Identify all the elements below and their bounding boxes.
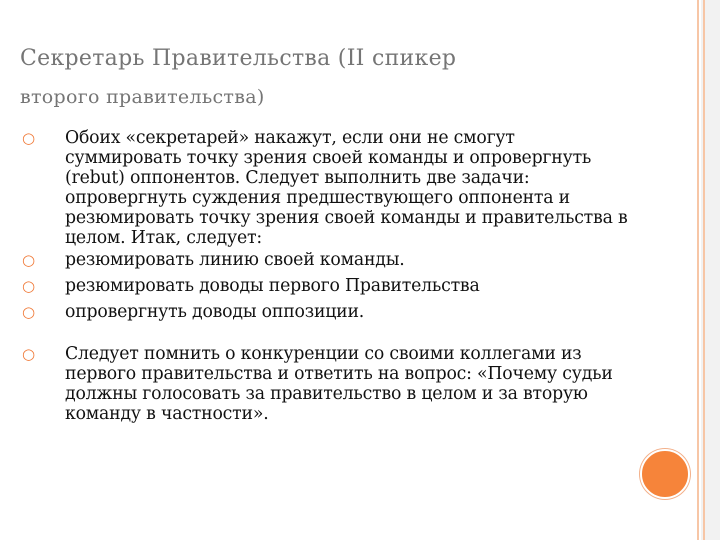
bullet-item xyxy=(22,128,632,248)
right-border-line xyxy=(697,0,699,540)
bullet-item xyxy=(22,250,632,270)
bullet-text: резюмировать доводы первого Правительства xyxy=(65,276,480,296)
bullet-circle-icon: ○ xyxy=(22,303,35,321)
bullet-circle-icon: ○ xyxy=(22,251,35,269)
bullet-item xyxy=(22,276,632,296)
bullet-text: Обоих «секретарей» накажут, если они не смогут суммировать точку зрения своей команды и опровергнуть (rebut) оппонентов. Следует выполнить две задачи: опровергнуть суждения предшествующего оппонента и резюмировать точку зрения своей команды и правительства в целом. Итак, следует: xyxy=(65,128,628,248)
slide-title-line-2: второго правительства) xyxy=(20,86,265,108)
bullet-list xyxy=(22,128,632,424)
bullet-text: опровергнуть доводы оппозиции. xyxy=(65,302,365,322)
bullet-text: резюмировать линию своей команды. xyxy=(65,250,405,270)
bullet-item xyxy=(22,344,632,424)
bullet-circle-icon: ○ xyxy=(22,277,35,295)
right-border-line-inner xyxy=(703,0,705,540)
bullet-circle-icon: ○ xyxy=(22,345,35,363)
bullet-item xyxy=(22,302,632,322)
bullet-text: Следует помнить о конкуренции со своими коллегами из первого правительства и ответить на вопрос: «Почему судьи должны голосовать за правительство в целом и за вторую команду в частности». xyxy=(65,344,613,424)
orange-circle-decoration xyxy=(640,449,690,499)
slide-title-line-1: Секретарь Правительства (II спикер xyxy=(20,46,457,71)
bullet-circle-icon: ○ xyxy=(22,129,35,147)
slide-title xyxy=(20,40,620,116)
